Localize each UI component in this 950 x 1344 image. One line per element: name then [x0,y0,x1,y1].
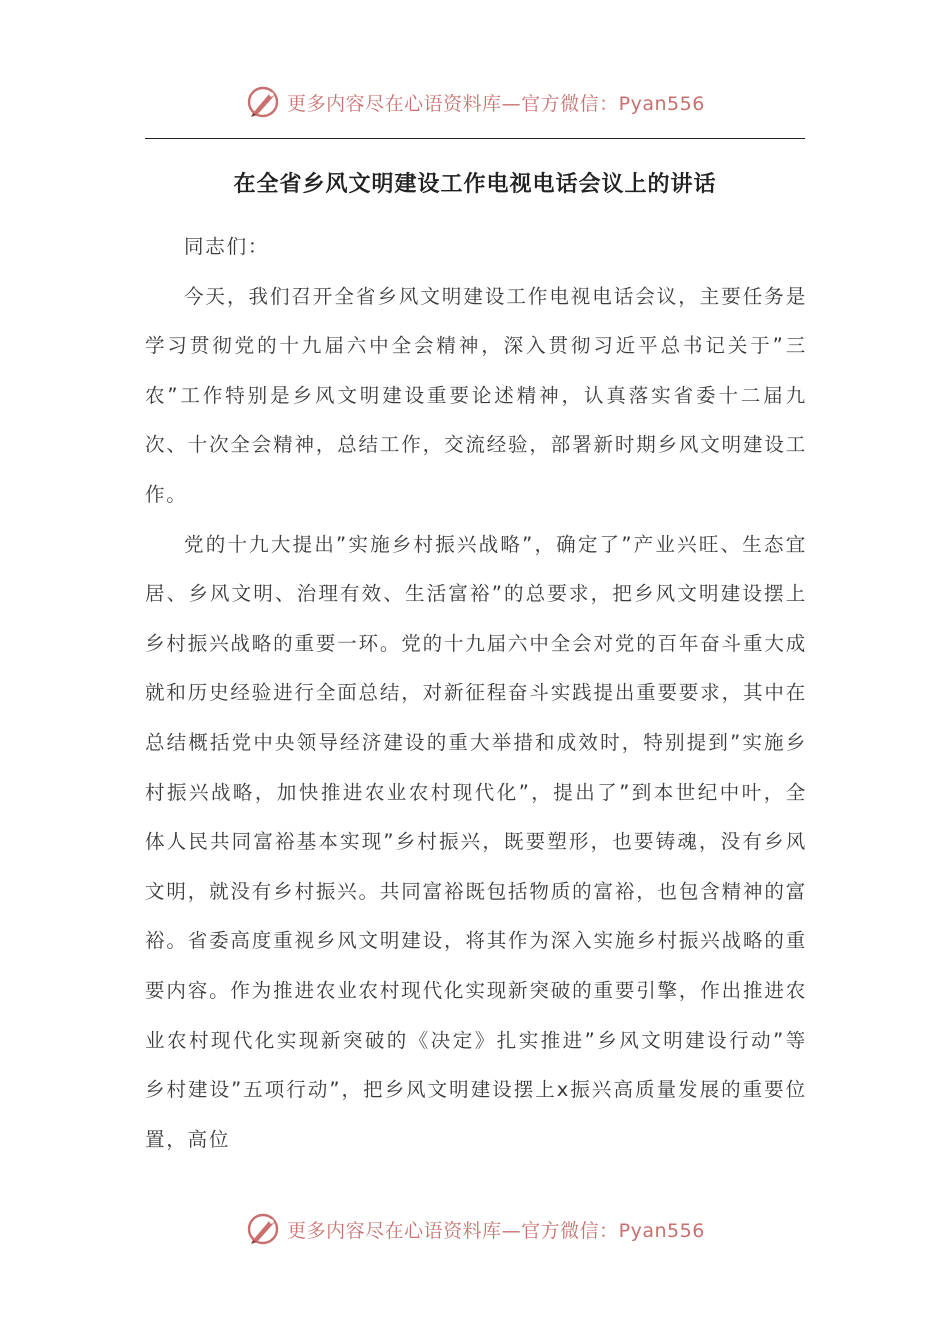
salutation: 同志们： [184,235,270,258]
footer-banner [0,1207,950,1251]
paragraph-2: 党的十九大提出”实施乡村振兴战略”，确定了”产业兴旺、生态宜居、乡风文明、治理有效、生活富裕”的总要求，把乡风文明建设摆上乡村振兴战略的重要一环。党的十九届六中全会对党的百年奋斗重大成就和历史经验进行全面总结，对新征程奋斗实践提出重要要求，其中在总结概括党中央领导经济建设的重大举措和成效时，特别提到”实施乡村振兴战略，加快推进农业农村现代化”，提出了”到本世纪中叶，全体人民共同富裕基本实现”乡村振兴，既要塑形，也要铸魂，没有乡风文明，就没有乡村振兴。共同富裕既包括物质的富裕，也包含精神的富裕。省委高度重视乡风文明建设，将其作为深入实施乡村振兴战略的重要内容。作为推进农业农村现代化实现新突破的重要引擎，作出推进农业农村现代化实现新突破的《决定》扎实推进”乡风文明建设行动”等乡村建设”五项行动”，把乡风文明建设摆上x振兴高质量发展的重要位置，高位 [145,532,807,1151]
page-title: 在全省乡风文明建设工作电视电话会议上的讲话 [233,172,717,197]
document-body [145,222,807,1164]
header-divider [145,138,805,139]
banner-text: 更多内容尽在心语资料库—官方微信：Pyan556 [287,1219,705,1242]
paragraph-1: 今天，我们召开全省乡风文明建设工作电视电话会议，主要任务是学习贯彻党的十九届六中全会精神，深入贯彻习近平总书记关于”三农”工作特别是乡风文明建设重要论述精神，认真落实省委十二届九次、十次全会精神，总结工作，交流经验，部署新时期乡风文明建设工作。 [145,284,807,506]
pen-logo-icon [245,84,281,120]
pen-logo-icon [245,1211,281,1247]
header-banner [0,80,950,124]
banner-text: 更多内容尽在心语资料库—官方微信：Pyan556 [287,92,705,115]
